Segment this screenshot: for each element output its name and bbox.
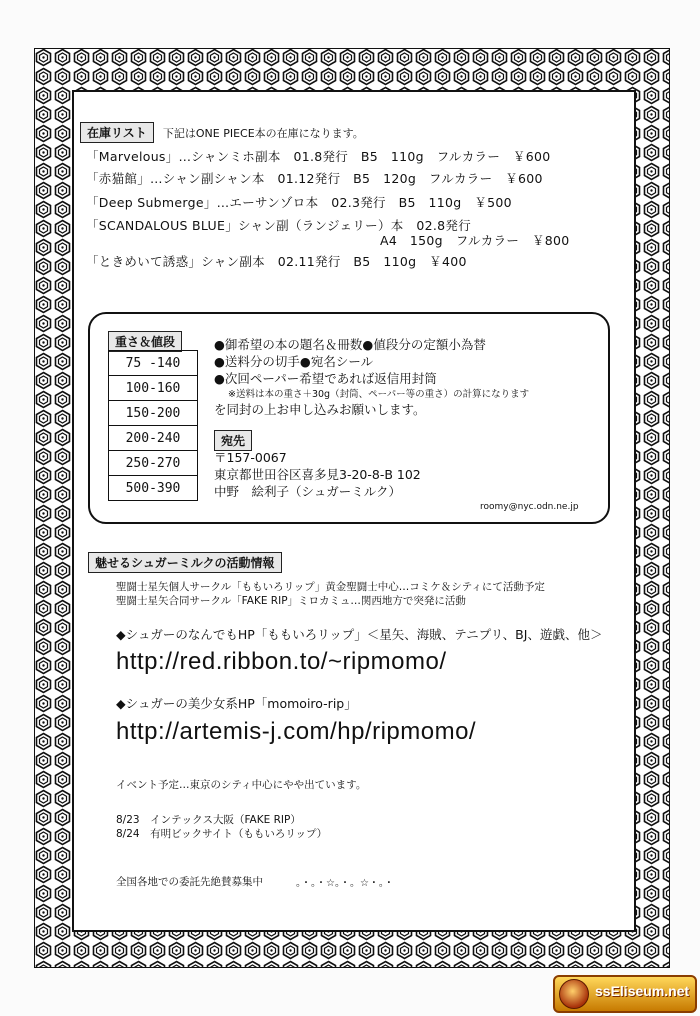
stock-row: 「Marvelous」…シャンミホ副本 01.8発行 B5 110g フルカラー ￥600 (86, 149, 551, 164)
closing-line: を同封の上お申し込みお願いします。 (214, 402, 426, 417)
email-address: roomy@nyc.odn.ne.jp (480, 502, 579, 512)
weight-price-cell: 250-270 (109, 451, 198, 476)
activity-line: 聖闘士星矢合同サークル「FAKE RIP」ミロカミュ…関西地方で突発に活動 (116, 595, 466, 607)
watermark-text: ssEliseum.net (595, 983, 690, 999)
stock-row: 「Deep Submerge」…エーサンゾロ本 02.3発行 B5 110g ￥500 (86, 195, 512, 210)
postal-code: 〒157-0067 (214, 450, 287, 465)
stock-row-continued: A4 150g フルカラー ￥800 (380, 233, 570, 248)
hp2-url-link[interactable]: http://artemis-j.com/hp/ripmomo/ (116, 718, 477, 745)
weight-price-cell: 150-200 (109, 401, 198, 426)
instruction-line: ●御希望の本の題名＆冊数●値段分の定額小為替 (214, 337, 486, 352)
address: 東京都世田谷区喜多見3-20-8-B 102 (214, 467, 421, 482)
shipping-footnote: ※送料は本の重さ＋30g（封筒、ペーパー等の重さ）の計算になります (228, 389, 530, 400)
weight-price-cell: 75 -140 (109, 351, 198, 376)
hp1-url-link[interactable]: http://red.ribbon.to/~ripmomo/ (116, 648, 447, 675)
weight-price-label: 重さ＆値段 (108, 331, 182, 352)
schedule-item: 8/23 インテックス大阪（FAKE RIP） (116, 814, 301, 826)
stock-label: 在庫リスト (80, 122, 154, 143)
instruction-line: ●送料分の切手●宛名シール (214, 354, 374, 369)
watermark-logo (553, 975, 697, 1013)
weight-price-cell: 100-160 (109, 376, 198, 401)
weight-price-label-wrap (108, 331, 182, 352)
event-note: イベント予定…東京のシティ中心にやや出ています。 (116, 779, 367, 791)
stock-row: 「赤猫館」…シャン副シャン本 01.12発行 B5 120g フルカラー ￥600 (86, 171, 543, 186)
activity-label: 魅せるシュガーミルクの活動情報 (88, 552, 282, 573)
activity-line: 聖闘士星矢個人サークル「ももいろリップ」黄金聖闘士中心…コミケ＆シティにて活動予定 (116, 581, 545, 593)
hp2-title: ◆シュガーの美少女系HP「momoiro-rip」 (116, 696, 357, 711)
recipient-name: 中野 絵利子（シュガーミルク） (214, 484, 402, 499)
address-label: 宛先 (214, 430, 252, 451)
weight-price-cell: 500-390 (109, 476, 198, 501)
hp1-title: ◆シュガーのなんでもHP「ももいろリップ」＜星矢、海賊、テニプリ、BJ、遊戯、他＞ (116, 627, 603, 642)
decorative-stars: 。・。・☆。・。☆・。・ (296, 878, 394, 889)
stock-row: 「ときめいて誘惑」シャン副本 02.11発行 B5 110g ￥400 (86, 254, 467, 269)
stock-note: 下記はONE PIECE本の在庫になります。 (162, 127, 364, 140)
weight-price-table (108, 350, 198, 501)
activity-header-wrap (88, 552, 282, 573)
recruit-note: 全国各地での委託先絶賛募集中 (116, 876, 263, 888)
logo-face-icon (559, 979, 589, 1009)
schedule-item: 8/24 有明ビックサイト（ももいろリップ） (116, 828, 328, 840)
instruction-line: ●次回ペーパー希望であれば返信用封筒 (214, 371, 437, 386)
stock-section-header (80, 122, 364, 143)
stock-row: 「SCANDALOUS BLUE」シャン副（ランジェリー）本 02.8発行 (86, 218, 472, 233)
weight-price-cell: 200-240 (109, 426, 198, 451)
